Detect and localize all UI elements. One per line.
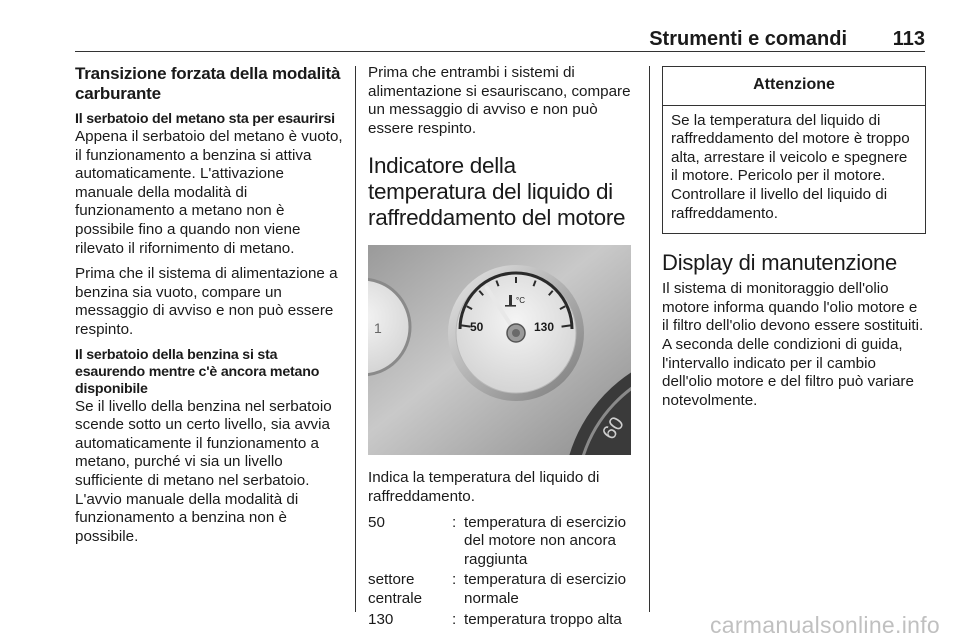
legend-description: temperatura di esercizio normale: [464, 571, 627, 607]
section-heading-service-display: Display di manutenzione: [662, 250, 898, 276]
legend-separator: :: [452, 571, 457, 589]
watermark: carmanualsonline.info: [709, 612, 940, 638]
legend-term: 130: [368, 610, 394, 628]
section-heading-fuel-transition: Transizione forzata della modalità carburante: [75, 64, 341, 103]
column-divider-2: [649, 66, 650, 612]
header-rule: [75, 51, 925, 52]
coolant-gauge-illustration: [368, 245, 631, 455]
legend-separator: :: [452, 513, 457, 531]
attention-box: [662, 66, 926, 234]
paragraph-both-empty: Prima che entrambi i sistemi di alimentazione si esauriscano, compare un messaggio di avviso e non può essere respinto.: [368, 64, 631, 137]
speedometer-label: 60: [598, 413, 629, 445]
gauge-unit-label: °C: [516, 296, 525, 306]
column-2: [368, 64, 636, 631]
paragraph-petrol-warning: Prima che il sistema di alimentazione a benzina sia vuoto, compare un messaggio di avviso e non può essere respinto.: [75, 265, 338, 338]
header-title: Strumenti e comandi: [649, 28, 847, 50]
legend-list: [368, 514, 636, 630]
legend-term: settore centrale: [368, 571, 423, 607]
page-number: 113: [892, 28, 925, 50]
needle-hub-center: [512, 329, 520, 337]
gauge-tick: [461, 326, 471, 327]
left-dial-digit: 1: [374, 320, 382, 337]
legend-row: [368, 514, 636, 570]
subheading-petrol-low: Il serbatoio della benzina si sta esaurendo mentre c'è ancora metano disponibile: [75, 346, 320, 397]
legend-description: temperatura troppo alta: [464, 610, 622, 628]
legend-separator: :: [452, 610, 457, 628]
legend-description: temperatura di esercizio del motore non ancora raggiunta: [464, 513, 627, 568]
attention-title: Attenzione: [663, 67, 925, 106]
gauge-tick: [562, 326, 572, 327]
legend-row: [368, 611, 636, 630]
paragraph-service-display: Il sistema di monitoraggio dell'olio motore informa quando l'olio motore e il filtro dell'olio devono essere sostituiti. A seconda delle condizioni di guida, l'intervallo indicato per il cambio dell'olio motore e del filtro può variare notevolmente.: [662, 280, 924, 409]
column-3: [662, 64, 926, 417]
subheading-methane-low: Il serbatoio del metano sta per esaurirsi: [75, 111, 335, 127]
column-1: [75, 64, 343, 553]
column-divider-1: [355, 66, 356, 612]
attention-body: Se la temperatura del liquido di raffreddamento del motore è troppo alta, arrestare il veicolo e spegnere il motore. Pericolo per il motore. Controllare il livello del liquido di raffreddamento.: [671, 111, 910, 222]
section-heading-coolant: Indicatore della temperatura del liquido di raffreddamento del motore: [368, 153, 626, 231]
legend-term: 50: [368, 513, 385, 531]
legend-row: [368, 571, 636, 608]
gauge-max-label: 130: [534, 320, 555, 335]
paragraph-petrol-low: Se il livello della benzina nel serbatoio scende sotto un certo livello, sia avvia automaticamente il funzionamento a metano, purché vi sia un livello sufficiente di metano nel serbatoio. L'avvio manuale della modalità di funzionamento a benzina non è possibile.: [75, 397, 332, 545]
page-header: [75, 0, 925, 52]
gauge-caption: Indica la temperatura del liquido di raffreddamento.: [368, 469, 600, 505]
paragraph-methane-low: Appena il serbatoio del metano è vuoto, il funzionamento a benzina si attiva automaticamente. L'attivazione manuale della modalità di funzionamento a metano non è possibile fino a quando non viene rilevato il rifornimento di metano.: [75, 128, 343, 257]
gauge-min-label: 50: [470, 320, 484, 335]
